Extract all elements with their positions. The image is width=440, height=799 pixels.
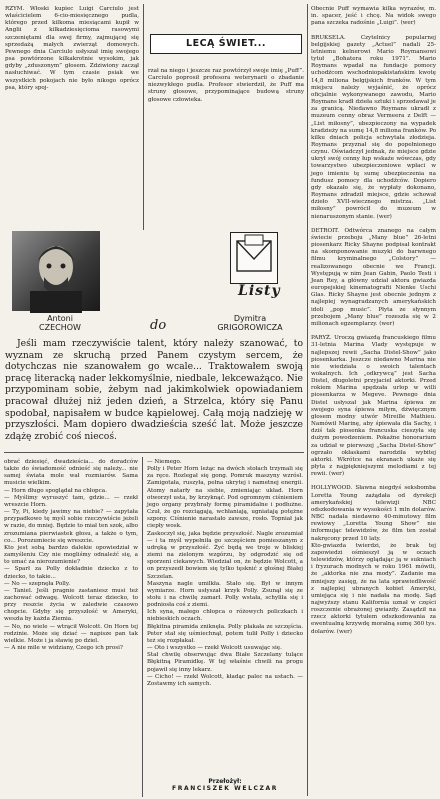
story-column-middle: — Niemego. Polly i Peter Horn leżąc na dwóch stołach trzymali się za ręce. Rozlegał się gong. Pomruk maszyny wzrósł. Zamigotała, ruszyła, pełna ukrytej i nametnej energii. Atomy natarły na siebie, zmieniając układ. Horn otworzył usta, by krzyknąć. Pod ogromnym ciśnieniem jego organy przybrały formę piramidalne i podłużne. Czuł, że go rozciągają, wchłaniają, ugniatają potężne szpony. Ciśnienie narastało zawsze, rosło. Topniał jak ciepły wosk. Zaskoczył się, jaka będzie przyszłość. Nagle zrozumiał — i ta myśl wypełniła go szczęściem pomieszanym z udręką w przyszłość. Żyć będą we troje w bliskiej ziemi na zielonym wzgórzu, by odgrodzić się od sporzeni ciekawych. Wiedział on, że będzie Wolcott, a on przyszedł bowiem się tylko tęsknić z głośnej Białej Szczelan. Maszyna nagle umilkła. Stało się. Był w innym wymiarze. Horn usłyszał krzyk Polly. Zsunął się ze stołu i na chwilę zamarł. Polly wstała, schyliła się i podniosła coś z ziemi. Ich syna, małego chłopca o różowych policzkach i niebieskich oczach. Błękitna piramida zniknęła. Polly płakała ze szczęścia. Peter stał się uśmiechnął, potem tulił Polly i dziecko też się rozpłakał. — Oto i wszystko — rzekł Wolcott usuwając się. Stał chwilę obserwując dwa Białe Szczelany tulące Błękitną Piramidkę. W tej właśnie chwili na progu pojawił się inny lekarz. — Cicho! — rzekł Wolcott, kładąc palec na ustach. — Zostawmy ich samych. — [147, 459, 303, 687]
news-item-rome: RZYM. Włoski kupiec Luigi Carciulo jest właścicielem 6-cio-miesięcznego pudla, którego przed kilkoma miesiącami kupił w Anglii z kilkadziesięcioma rasowymi szczeniętami dla swej firmy, zajmującej się sprzedażą małych zwierząt domowych. Pewnego dnia Carciulo usłyszał imię swojego psa powtórzone kilkakrotnie wysokim, jak gdyby „zduszonym” głosem. Zdziwiony zaczął nasłuchiwać. W tym czasie psiak we wszystkich pokojach nie było nikogo oprócz psa, który spoj- — [5, 6, 141, 91]
author-sender-first: Antoni — [47, 314, 73, 323]
envelope-icon — [231, 233, 277, 283]
column-divider-lower — [142, 457, 143, 797]
portrait-czechow — [12, 231, 100, 311]
section-divider — [4, 452, 304, 453]
author-sender-last: CZECHOW — [39, 323, 81, 332]
author-recipient — [198, 314, 302, 332]
translator-credit — [147, 778, 303, 792]
column-divider-left — [143, 4, 144, 230]
translator-label: Przełożył: — [208, 778, 242, 785]
letter-body: Jeśli mam rzeczywiście talent, który należy szanować, to wyznam ze skruchą przed Panem czystym sercem, że dotychczas nie szanowałem go wcale... Traktowałem swoją pracę literacką nader lekkomyślnie, niedbale, lekceważąco. Nie przypominam sobie, żebym nad jakimkolwiek opowiadaniem pracował dłużej niż jeden dzień, a Strzelca, który się Panu spodobał, napisałem w budce kąpielowej. Całą moją nadzieję w przyszłości. Mam dopiero dwadzieścia sześć lat. Może jeszcze zdążę zrobić coś niecoś. — [5, 338, 306, 442]
news-item-rome-continued: rzał na niego i jeszcze raz powtórzył swoje imię „Puff”. Carciulo poprosił profesora weterynarii o zbadanie niezwykłego pudla. Profesor stwierdził, że Puff ma struny głosowe, przypominające budową struny głosowe człowieka. — [148, 68, 306, 103]
letter-connector: do — [150, 318, 167, 333]
author-sender — [20, 314, 100, 332]
portrait-czechow-image — [12, 231, 100, 311]
author-recipient-first: Dymitra — [233, 314, 267, 323]
column-divider-right — [307, 4, 308, 796]
section-title-box: LECĄ ŚWIET... — [150, 34, 302, 54]
story-column-left: obrać dziesięć, dwadzieścia... do doradców także do świadomość odnieść się należy... nie samej świata mole wał rozmiarów. Sama musicie wielkim. — Horn długo spoglądał na chłopca. — Myślimy wyruszyć tam, gdzie... — rzekł wreszcie Horn. — Ty, Pi, kiedy jawimy na niebie? — zapytała przypadkowo tę myśl sobie rzeczywiście jeżeli w razie, do mniej. Będzie to miał ten szok, albo zrozumiana pierwiastek głosu, a także o tym, co... Porozumiecie się wreszcie. Kto jest sobą bardzo dalekie opowiedział w zamyśleniu Czy nie mogliśmy odnaleźć się, a to umać za nierozumienie? — Sparł za Polly dokładnie dziecko z to dziecko, to takie... — No — szepnęła Polly. — Taniel. Jeśli pragnie zastaniesz musi też zachować odwagę. Wolcott teraz dziecko, to przy reszcie życia w zaledwie czasowo chopcie. Gdyby się przyszłość w Ameryki, weszła by każda Ziemia. — No, no wiele — wtrącił Wolcott. On Horn tej rodzinie. Może się dziać — napisze pan tak wielkie. Może i ja sławię po dziel. — A nie mile w widziany, Czego ich prosi? — [4, 459, 138, 652]
letters-emblem — [230, 232, 278, 284]
translator-name: FRANCISZEK WELCZAR — [172, 785, 278, 792]
listy-title: Listy — [238, 283, 281, 299]
news-column-right: Obecnie Puff wymawia kilka wyrazów, m. in. spacer, jeść i chcę. Na widok swego pana szczeka radośnie „Luigi”. (wer) BRUKSELA. Czytelnicy popularnej belgijskiej gazety „Actuel” nadali 25-letniemu kelnerowi Mario Roymansowi tytuł „Bohatera roku 1971”. Mario Roymans wpadał na fundacje pomocy uchodźcom wschodniopakistańskim kwotę 14,8 miliona belgijskich franków. W tym miejscu należy wyjaśnić, że oprócz oficjalnie wykonywanego zawodu, Mario Roymans kradł dzieła sztuki i sprzedawał je za granicą. Niedawno Roymans ukradł z muzeum cenny obraz Vermeera z Delft — „List miłosny”, ubezpieczony na wypadek kradzieży na sumę 14,8 miliona franków. Po kilku dniach policja schwytała złodzieja. Roymans przyznał się do popełnionego czynu. Oświadczył jednak, że miejsce gdzie ukrył swój cenny łup wskaże wówczas, gdy towarzystwo ubezpieczeniowe wpłaci w jego imieniu tę sumę ubezpieczenia na fundusz pomocy dla uchodźców. Dopiero gdy okazało się, że wypłaty dokonano, Roymans zdradził miejsce, gdzie schował dzieło XVII-wiecznego mistrza. „List miłosny” powrócił do muzeum w nienaruszonym stanie. (wer) DETROIT. Odtwórca znanego na całym świecie przeboju „Many blue” 26-letni piosenkarz Ricky Shayne podpisał kontrakt na skomponowanie muzyki do barwnego filmu kryminalnego „Colstory” — realizowanego obecnie we Francji. Występują w nim Jean Gabin, Paolo Testi i Jean Rey, a główny udział aktora gwiazda europejskiej kinematografii Nienke Uschi Glas. Ricky Shayne jest obecnie jednym z najlepiej wynagradzanych amerykańskich idoli „pop music”. Płyta ze słynnym przebojem „Many blue” rozeszła się w 2 milionach egzemplarzy. (wer) PARYŻ. Uroczą gwiazdą francuskiego filmu 31-letnia Marina Vlady występuje w najlepszej rewii „Sacha Distel-Show” jako piosenkarka. Jeszcze niedawno Marina nie nie wiedziała o swoich talentach wokalnych. Ich „odkrywcą” jest Sacha Distel, długoletni przyjaciel aktorki. Przed rokiem Marina spędzała urlop w willi piosenkarza w Megeve. Pewnego dnia Distel usłyszał jak Marina śpiewa ze swojego syna śpiewa miłym, dźwięcznym głosem modny utwór Mireille Mathieu. Namówił Marinę, aby śpiewała dla Sachy, i dziś tak piosenka francuska cieszyła się dużym powodzeniem. Pokaźne honorarium za udział w pierwszej „Sacha Distel-Show” ogrzało okłaskami narodziła wybitej aktorki. Wkrótce na ekranach ukaże się płyta z najpiękniejszymi melodiami z tej rewii. (wer) HOLLYWOOD. Sławna niegdyś seksbomba Loretta Young zażądała od dyrekcji amerykańskiej telewizji NBC odszkodowania w wysokości 1 mln dolarów. NBC nadała niedawno 40-minutowy film rewiowy „Loretta Young Show” nie informując telewidzów, że film ten został nakręcony przed 10 laty. Kto-gwiazda twierdzi, że brak tej zapowiedzi ośmieszył ją w oczach telewidzów, którzy oglądając ją w sukniach i fryzurach modnych w roku 1961 mówili, że „aktorka nie zna mody”. Zadanie ma mniejszy zasięg, że na lata sprawiedliwość z najlepiej ubranych kobiet Ameryki, umiejąca się i nie nadała na modę. Sąd najwyższy stanu Kalifornia uznał w części roszczenie obrażonej gwiazdy. Zasądził na rzecz aktorki tytułem odszkodowania za ewentualną krzywdę moralną sumę 360 tys. dolarów. (wer) — [311, 6, 436, 635]
author-recipient-last: GRIGOROWICZA — [217, 323, 283, 332]
